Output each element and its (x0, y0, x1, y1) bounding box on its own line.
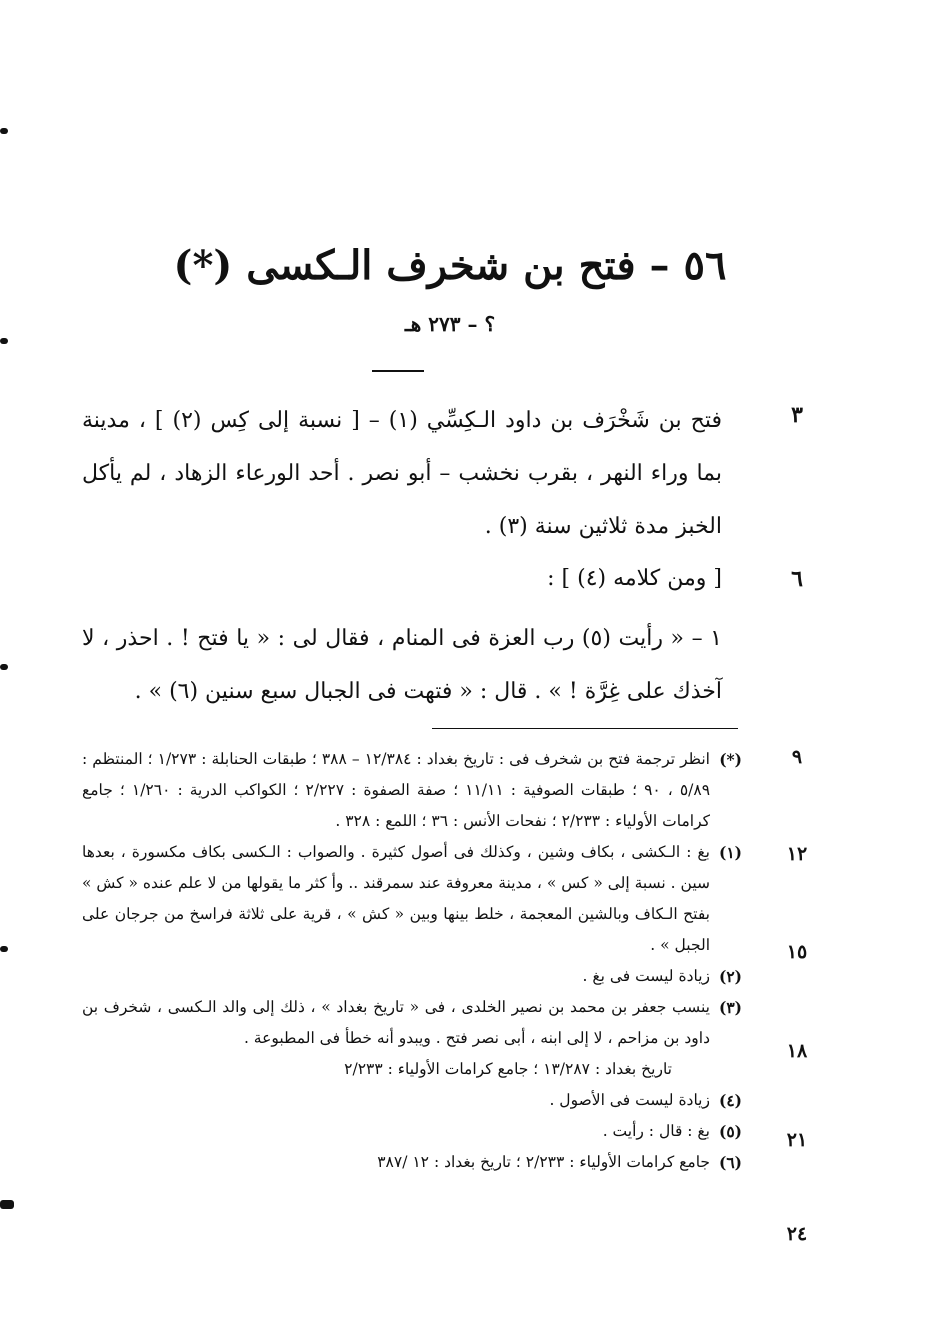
footnote-marker: (٦) (718, 1153, 742, 1172)
entry-title: ٥٦ – فتح بن شخرف الـكسى (*) (173, 242, 727, 289)
footnote-marker: (٥) (718, 1122, 742, 1141)
footnote-marker: (١) (718, 843, 742, 862)
entry-dates: ؟ – ٢٧٣ هـ (404, 312, 496, 336)
footnotes (82, 744, 742, 1178)
saying-paragraph: ١ – « رأيت (٥) رب العزة فى المنام ، فقال لى : « يا فتح ! . احذر ، لا آخذك على غِرَّة ! » . قال : « فتهت فى الجبال سبع سنين (٦) » . (82, 626, 722, 704)
footnote-5 (82, 1116, 742, 1147)
footnote-marker: (٤) (718, 1091, 742, 1110)
line-number: ٩ (791, 746, 803, 768)
line-number: ١٥ (786, 941, 808, 963)
footnote-text: ينسب جعفر بن محمد بن نصير الخلدى ، فى « تاريخ بغداد » ، ذلك إلى والد الـكسى ، شخرف بن داود بن مزاحم ، لا إلى ابنه ، أبى نصر فتح . ويبدو أنه خطأ فى المطبوعة . (82, 998, 710, 1047)
line-number: ١٨ (786, 1040, 808, 1062)
scan-edge-mark (0, 1200, 14, 1209)
footnote-3-sources (82, 1054, 742, 1085)
footnote-4 (82, 1085, 742, 1116)
scan-edge-mark (0, 338, 8, 344)
footnote-general (82, 744, 742, 837)
line-number: ١٢ (786, 843, 808, 865)
footnote-marker: (*) (719, 750, 742, 769)
line-number: ٦ (791, 566, 803, 592)
line-number: ٣ (791, 402, 803, 428)
footnote-divider (432, 728, 738, 729)
footnote-text: تاريخ بغداد : ١٣/٢٨٧ ؛ جامع كرامات الأولياء : ٢/٢٣٣ (344, 1060, 672, 1078)
footnote-1 (82, 837, 742, 961)
footnote-text: بغ : الـكشى ، بكاف وشين ، وكذلك فى أصول كثيرة . والصواب : الـكسى بكاف مكسورة ، بعدها سين . نسبة إلى « كس » ، مدينة معروفة عند سمرقند .. وأ كثر ما يقولها من لا علم عنده « كش » بفتح الـكاف وبالشين المعجمة ، خلط بينها وبين « كش » ، قرية على ثلاثة فراسخ من جرجان على الجبل » . (82, 843, 710, 954)
footnote-marker: (٣) (718, 998, 742, 1017)
scan-edge-mark (0, 946, 8, 952)
section-heading-sayings: [ ومن كلامه (٤) ] : (547, 566, 722, 591)
footnote-2 (82, 961, 742, 992)
scan-edge-mark (0, 664, 8, 670)
scan-edge-mark (0, 128, 8, 134)
footnote-text: زيادة ليست فى الأصول . (549, 1091, 710, 1109)
footnote-3 (82, 992, 742, 1054)
footnote-6 (82, 1147, 742, 1178)
footnote-text: انظر ترجمة فتح بن شخرف فى : تاريخ بغداد : ١٢/٣٨٤ – ٣٨٨ ؛ طبقات الحنابلة : ١/٢٧٣ ؛ المنتظم : ٥/٨٩ ، ٩٠ ؛ طبقات الصوفية : ١١/١١ ؛ صفة الصفوة : ٢/٢٢٧ ؛ الكواكب الدرية : ١/٢٦٠ ؛ جامع كرامات الأولياء : ٢/٢٣٣ ؛ نفحات الأنس : ٣٦ ؛ اللمع : ٣٢٨ . (82, 750, 711, 830)
footnote-marker: (٢) (718, 967, 742, 986)
footnote-text: زيادة ليست فى بغ . (582, 967, 710, 985)
biography-paragraph: فتح بن شَخْرَف بن داود الـكِسِّي (١) – [ نسبة إلى كِس (٢) ] ، مدينة بما وراء النهر ، بقرب نخشب – أبو نصر . أحد الورعاء الزهاد ، لم يأكل الخبز مدة ثلاثين سنة (٣) . (82, 408, 722, 539)
line-number: ٢١ (786, 1129, 808, 1151)
footnote-text: جامع كرامات الأولياء : ٢/٢٣٣ ؛ تاريخ بغداد : ١٢ /٣٨٧ (377, 1153, 710, 1171)
title-divider (372, 370, 424, 372)
line-number: ٢٤ (786, 1223, 808, 1245)
footnote-text: بغ : قال : رأيت . (602, 1122, 710, 1140)
